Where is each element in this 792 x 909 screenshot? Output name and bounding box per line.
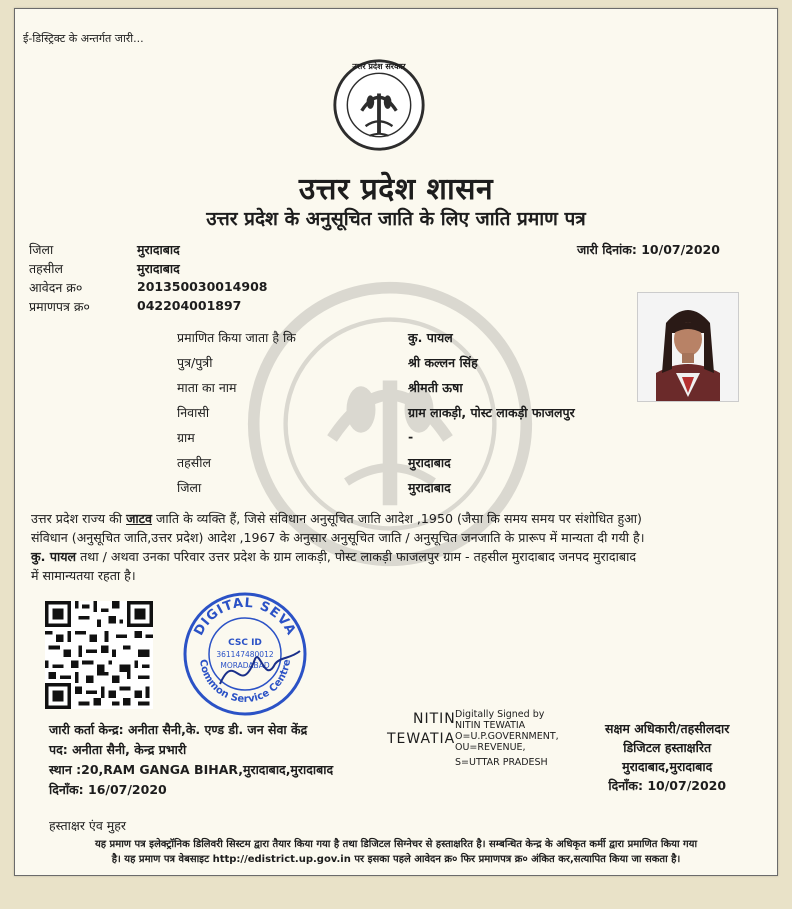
district-value: मुरादाबाद: [137, 242, 180, 257]
applicant-photo: [637, 292, 739, 402]
authority-date: [605, 776, 729, 795]
issuer-date: [49, 781, 167, 798]
issuer-center: [49, 721, 307, 738]
caste-name: जाटव: [126, 511, 153, 526]
certificate-label: प्रमाणपत्र क्र०: [29, 299, 90, 314]
person-photo-icon: [638, 293, 738, 401]
issuer-place-value: 20,RAM GANGA BIHAR,मुरादाबाद,मुरादाबाद: [81, 762, 334, 777]
authority-line1: सक्षम अधिकारी/तहसीलदार: [605, 721, 730, 736]
application-number: 201350030014908: [137, 279, 268, 294]
issuer-post-label: पद:: [49, 742, 68, 757]
digital-seva-seal-icon: [180, 589, 310, 719]
paragraph-line4: में सामान्यतया रहता है।: [31, 568, 136, 583]
issuer-date-label: दिनाँक:: [49, 782, 84, 797]
detail-label: जिला: [177, 480, 202, 495]
sig-detail-5: S=UTTAR PRADESH: [455, 757, 548, 768]
certificate-number: 042204001897: [137, 298, 242, 313]
header-note: ई-डिस्ट्रिक्ट के अन्तर्गत जारी...: [23, 32, 144, 45]
detail-value: -: [408, 429, 414, 444]
issuer-date-value: 16/07/2020: [88, 782, 167, 797]
authority-line2: डिजिटल हस्ताक्षरित: [623, 740, 712, 755]
seal-bottom-text: Common Service Centre: [196, 658, 294, 706]
sig-detail-4: OU=REVENUE,: [455, 742, 526, 753]
detail-value: मुरादाबाद: [408, 480, 451, 495]
paragraph-line2: संविधान (अनुसूचित जाति,उत्तर प्रदेश) आदेश ,1967 के अनुसार अनुसूचित जाति / अनुसूचित जनजाति के प्रारूप में मान्यता दी गयी है।: [31, 530, 645, 545]
issuer-center-label: जारी कर्ता केन्द्र:: [49, 722, 124, 737]
seal-center-line2: 361147480012: [216, 650, 274, 659]
application-label: आवेदन क्र०: [29, 280, 83, 295]
certificate-page: [14, 8, 778, 876]
issue-date-value: 10/07/2020: [641, 242, 720, 257]
detail-label: माता का नाम: [177, 380, 237, 395]
detail-label: पुत्र/पुत्री: [177, 355, 213, 370]
emblem-label: उत्तर प्रदेश सरकार: [352, 62, 406, 71]
detail-value: ग्राम लाकड़ी, पोस्ट लाकड़ी फाजलपुर: [408, 405, 575, 420]
qr-code-icon: [45, 601, 153, 709]
detail-label: ग्राम: [177, 430, 195, 445]
paragraph-name: कु. पायल: [31, 549, 77, 564]
issuer-post: [49, 741, 186, 758]
sig-detail-2: NITIN TEWATIA: [455, 720, 526, 731]
signer-name-line1: NITIN: [413, 711, 456, 727]
issuer-center-value: अनीता सैनी,के. एण्ड डी. जन सेवा केंद्र: [128, 722, 308, 737]
sig-detail-1: Digitally Signed by: [455, 709, 545, 720]
authority-block: [605, 719, 729, 795]
district-label: जिला: [29, 242, 54, 257]
authority-date-value: 10/07/2020: [647, 778, 727, 793]
issuer-place-label: स्थान :: [49, 762, 82, 777]
issuer-post-value: अनीता सैनी, केन्द्र प्रभारी: [72, 742, 187, 757]
detail-label: तहसील: [177, 455, 211, 470]
signer-name-line2: TEWATIA: [387, 731, 456, 747]
detail-value: मुरादाबाद: [408, 455, 451, 470]
detail-value: श्री कल्लन सिंह: [408, 355, 478, 370]
digital-signature-details: [455, 709, 559, 768]
signature-seal-label: हस्ताक्षर एंव मुहर: [49, 818, 126, 833]
issue-date-label: जारी दिनांक:: [577, 242, 637, 257]
paragraph-part2: जाति के व्यक्ति हैं, जिसे संविधान अनुसूचित जाति आदेश ,1950 (जैसा कि समय समय पर संशोधित हुआ): [156, 511, 642, 526]
seal-center-line1: CSC ID: [228, 638, 262, 648]
sig-detail-3: O=U.P.GOVERNMENT,: [455, 731, 559, 742]
svg-text:DIGITAL SEVA: [191, 596, 298, 638]
issuer-place: [49, 761, 333, 778]
detail-value: कु. पायल: [408, 330, 453, 345]
authority-date-label: दिनाँक:: [608, 778, 643, 793]
paragraph-line3: तथा / अथवा उनका परिवार उत्तर प्रदेश के ग्राम लाकड़ी, पोस्ट लाकड़ी फाजलपुर ग्राम - तहसील मुरादाबाद जनपद मुरादाबाद: [80, 549, 637, 564]
footer-line2: है। यह प्रमाण पत्र वेबसाइट http://edistrict.up.gov.in पर इसका पहले आवेदन क्र० फिर प्रमाणपत्र क्र० अंकित कर,सत्यापित किया जा सकता है।: [111, 854, 681, 865]
detail-value: श्रीमती ऊषा: [408, 380, 463, 395]
authority-line3: मुरादाबाद,मुरादाबाद: [622, 759, 713, 774]
document-subtitle: उत्तर प्रदेश के अनुसूचित जाति के लिए जाति प्रमाण पत्र: [206, 208, 586, 230]
footer-line1: यह प्रमाण पत्र इलेक्ट्रॉनिक डिलिवरी सिस्टम द्वारा तैयार किया गया है तथा डिजिटल सिग्नेचर से हस्ताक्षरित है। सम्बन्धित केन्द्र के अधिकृत कर्मी द्वारा प्रमाणित किया गया: [94, 839, 698, 850]
detail-label: निवासी: [177, 405, 210, 420]
seal-top-text: DIGITAL SEVA: [191, 595, 299, 639]
footer-note: [15, 837, 777, 867]
paragraph-part1: उत्तर प्रदेश राज्य की: [31, 511, 123, 526]
issue-date: [577, 241, 720, 258]
certificate-paragraph: [31, 509, 771, 585]
detail-label: प्रमाणित किया जाता है कि: [177, 330, 296, 345]
tehsil-value: मुरादाबाद: [137, 261, 180, 276]
document-title: उत्तर प्रदेश शासन: [298, 172, 494, 207]
tehsil-label: तहसील: [29, 261, 63, 276]
seal-center-line3: MORADABAD: [220, 661, 270, 670]
